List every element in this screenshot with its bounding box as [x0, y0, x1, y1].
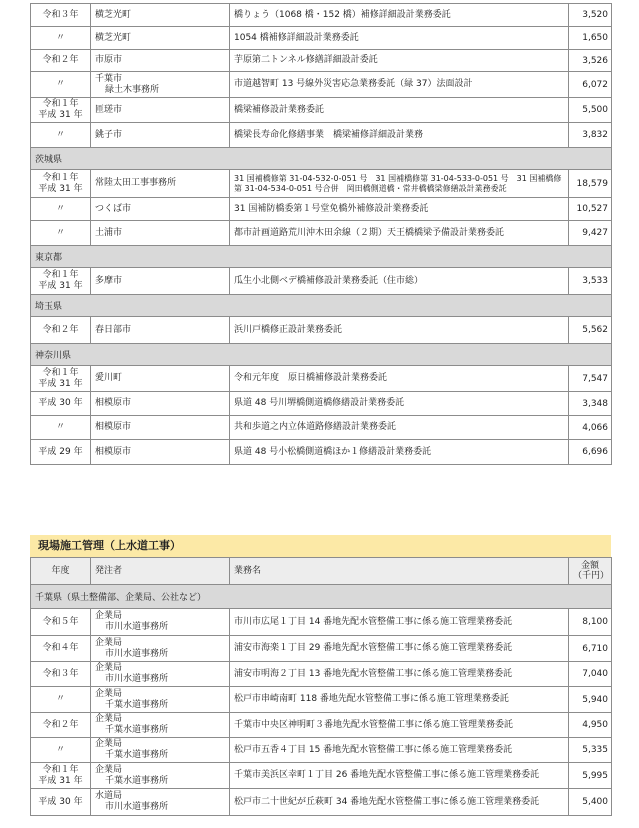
project-name-text: 浦安市海楽１丁目 29 番地先配水管整備工事に係る施工管理業務委託	[234, 643, 513, 653]
client	[91, 636, 230, 662]
header-name: 業務名	[230, 558, 569, 585]
header-amount-label: 金額	[580, 561, 599, 571]
client	[91, 713, 230, 738]
client-name: 土浦市	[95, 227, 123, 238]
client-name: 企業局	[95, 611, 123, 621]
project-name-text: 千葉市中央区神明町３番地先配水管整備工事に係る施工管理業務委託	[234, 719, 514, 730]
project-name-text: 橋梁長寿命化修繕事業 橋梁補修詳細設計業務	[234, 129, 424, 140]
client-office: 市川水道事務所	[105, 622, 169, 632]
client	[91, 4, 230, 27]
client	[91, 440, 230, 465]
project-name	[230, 221, 569, 246]
fiscal-year-text: 〃	[55, 203, 65, 214]
client-office: 緑土木事務所	[105, 84, 160, 95]
project-name-text: 1054 橋補修詳細設計業務委託	[234, 32, 359, 43]
project-name-cont: 第 31-04-534-0-051 号合併 岡田橋側道橋・常井橋橋梁修繕設計業務委託	[234, 183, 507, 193]
prefecture-label: 茨城県	[31, 148, 612, 170]
client-office: 千葉水道事務所	[105, 699, 169, 710]
client	[91, 416, 230, 440]
client	[91, 170, 230, 198]
project-name	[230, 416, 569, 440]
project-name	[230, 636, 569, 662]
table-row	[31, 636, 612, 662]
amount: 8,100	[569, 609, 612, 636]
project-name	[230, 317, 569, 344]
client-name: 多摩市	[95, 275, 123, 286]
amount: 7,040	[569, 662, 612, 687]
fiscal-year-text: 平成 30 年	[38, 398, 83, 408]
amount: 6,710	[569, 636, 612, 662]
client-name: 企業局	[95, 714, 123, 724]
client	[91, 221, 230, 246]
client-name: 春日部市	[95, 324, 132, 335]
client-name: 相模原市	[95, 422, 132, 432]
fiscal-year-text: 令和１年	[42, 367, 79, 378]
fiscal-year-text: 令和２年	[42, 55, 79, 65]
fiscal-year	[31, 763, 91, 789]
client	[91, 27, 230, 50]
client	[91, 763, 230, 789]
client	[91, 123, 230, 148]
amount: 4,950	[569, 713, 612, 738]
project-name	[230, 170, 569, 198]
project-name	[230, 27, 569, 50]
table-row	[31, 27, 612, 50]
client-name: 匝瑳市	[95, 104, 123, 115]
prefecture-label: 神奈川県	[31, 344, 612, 366]
fiscal-year	[31, 440, 91, 465]
project-name	[230, 366, 569, 392]
table-row	[31, 123, 612, 148]
table-row	[31, 763, 612, 789]
fiscal-year-alt: 平成 31 年	[38, 183, 83, 194]
client-office: 市川水道事務所	[105, 648, 169, 659]
client-office: 千葉水道事務所	[105, 750, 169, 760]
table-row	[31, 416, 612, 440]
client-name: 愛川町	[95, 373, 123, 383]
table-row	[31, 738, 612, 763]
project-name	[230, 609, 569, 636]
project-name-text: 県道 48 号川堺橋側道橋修繕設計業務委託	[234, 398, 405, 408]
fiscal-year-text: 令和５年	[42, 616, 79, 627]
project-name-text: 県道 48 号小松橋側道橋ほか１修繕設計業務委託	[234, 446, 432, 457]
amount: 10,527	[569, 198, 612, 221]
project-name	[230, 763, 569, 789]
fiscal-year-text: 〃	[55, 422, 65, 432]
bridge-design-table	[30, 3, 612, 465]
header-amount-unit: （千円）	[573, 571, 610, 581]
fiscal-year	[31, 687, 91, 713]
fiscal-year-text: 令和１年	[42, 270, 79, 280]
fiscal-year-text: 令和４年	[42, 643, 79, 653]
client	[91, 50, 230, 72]
amount: 5,335	[569, 738, 612, 763]
project-name	[230, 98, 569, 123]
fiscal-year	[31, 738, 91, 763]
fiscal-year	[31, 366, 91, 392]
amount: 3,832	[569, 123, 612, 148]
amount: 5,562	[569, 317, 612, 344]
section-title: 現場施工管理（上水道工事）	[30, 535, 611, 557]
client-name: 企業局	[95, 764, 123, 775]
fiscal-year	[31, 221, 91, 246]
fiscal-year-alt: 平成 31 年	[38, 281, 83, 291]
client	[91, 687, 230, 713]
table-row	[31, 366, 612, 392]
table-row	[31, 789, 612, 816]
amount: 9,427	[569, 221, 612, 246]
project-name-text: 松戸市五香４丁目 15 番地先配水管整備工事に係る施工管理業務委託	[234, 744, 513, 755]
project-name-text: 橋梁補修設計業務委託	[234, 104, 325, 115]
fiscal-year	[31, 268, 91, 295]
client	[91, 268, 230, 295]
table-row	[31, 72, 612, 98]
client-name: 企業局	[95, 688, 123, 699]
fiscal-year-text: 〃	[55, 32, 65, 43]
prefecture-row	[31, 148, 612, 170]
project-name-text: 市川市広尾１丁目 14 番地先配水管整備工事に係る施工管理業務委託	[234, 616, 513, 627]
project-name	[230, 268, 569, 295]
project-name-text: 千葉市美浜区幸町１丁目 26 番地先配水管整備工事に係る施工管理業務委託	[234, 770, 540, 780]
fiscal-year	[31, 72, 91, 98]
fiscal-year-alt: 平成 31 年	[38, 110, 83, 120]
fiscal-year	[31, 27, 91, 50]
table-row	[31, 609, 612, 636]
table-row	[31, 221, 612, 246]
amount: 7,547	[569, 366, 612, 392]
client	[91, 789, 230, 816]
client-name: 市原市	[95, 55, 123, 65]
fiscal-year-text: 平成 29 年	[38, 446, 83, 457]
project-name	[230, 440, 569, 465]
amount: 5,940	[569, 687, 612, 713]
client-name: 水道局	[95, 791, 123, 801]
client-name: 横芝光町	[95, 32, 132, 43]
fiscal-year-text: 令和３年	[42, 9, 79, 20]
client-name: 常陸太田工事事務所	[95, 178, 177, 188]
project-name	[230, 662, 569, 687]
table-row	[31, 687, 612, 713]
project-name-text: 都市計画道路荒川沖木田余線（２期）天王橋橋梁予備設計業務委託	[234, 227, 505, 238]
prefecture-label: 埼玉県	[31, 295, 612, 317]
client	[91, 366, 230, 392]
table-row	[31, 198, 612, 221]
table-row	[31, 170, 612, 198]
client-name: 千葉市	[95, 73, 123, 84]
amount: 4,066	[569, 416, 612, 440]
project-name	[230, 198, 569, 221]
project-name-text: 令和元年度 原日橋補修設計業務委託	[234, 373, 388, 383]
amount: 5,500	[569, 98, 612, 123]
table-row	[31, 713, 612, 738]
fiscal-year-text: 令和３年	[42, 668, 79, 679]
fiscal-year-text: 〃	[55, 79, 65, 89]
fiscal-year	[31, 662, 91, 687]
fiscal-year-text: 〃	[55, 694, 65, 704]
table-row	[31, 50, 612, 72]
amount: 5,400	[569, 789, 612, 816]
client-name: 横芝光町	[95, 9, 132, 20]
fiscal-year	[31, 50, 91, 72]
prefecture-label: 東京都	[31, 246, 612, 268]
table-row	[31, 98, 612, 123]
fiscal-year	[31, 98, 91, 123]
client-name: つくば市	[95, 203, 132, 214]
project-name	[230, 50, 569, 72]
amount: 3,520	[569, 4, 612, 27]
project-name-text: 31 国補防橋委第１号堂免橋外補修設計業務委託	[234, 203, 429, 214]
fiscal-year	[31, 4, 91, 27]
project-name-text: 31 国補橋修第 31-04-532-0-051 号 31 国補橋修第 31-04-533-0-051 号 31 国補橋修	[234, 173, 562, 183]
fiscal-year	[31, 789, 91, 816]
project-name	[230, 392, 569, 416]
project-name-text: 芋原第二トンネル修繕詳細設計委託	[234, 55, 378, 65]
project-name	[230, 4, 569, 27]
fiscal-year-text: 〃	[55, 227, 65, 238]
header-amount	[569, 558, 612, 585]
client	[91, 72, 230, 98]
prefecture-row	[31, 246, 612, 268]
project-name-text: 浜川戸橋修正設計業務委託	[234, 324, 343, 335]
table-row	[31, 317, 612, 344]
prefecture-row	[31, 295, 612, 317]
fiscal-year-text: 〃	[55, 744, 65, 755]
client-name: 企業局	[95, 637, 123, 648]
water-construction-table	[30, 557, 612, 816]
amount: 6,696	[569, 440, 612, 465]
header-client: 発注者	[91, 558, 230, 585]
fiscal-year-text: 令和２年	[42, 324, 79, 335]
project-name-text: 市道越智町 13 号線外災害応急業務委託（緑 37）法面設計	[234, 79, 473, 89]
project-name	[230, 72, 569, 98]
client-name: 企業局	[95, 739, 123, 749]
fiscal-year	[31, 170, 91, 198]
table-row	[31, 662, 612, 687]
client-name: 企業局	[95, 663, 123, 673]
client-name: 相模原市	[95, 398, 132, 408]
amount: 6,072	[569, 72, 612, 98]
project-name	[230, 713, 569, 738]
table-header-row	[31, 558, 612, 585]
fiscal-year	[31, 198, 91, 221]
header-year: 年度	[31, 558, 91, 585]
project-name-text: 浦安市明海２丁目 13 番地先配水管整備工事に係る施工管理業務委託	[234, 668, 513, 679]
project-name	[230, 789, 569, 816]
project-name	[230, 687, 569, 713]
client	[91, 317, 230, 344]
project-name-text: 瓜生小北側ベデ橋補修設計業務委託（住市総）	[234, 275, 424, 286]
amount: 3,526	[569, 50, 612, 72]
fiscal-year	[31, 317, 91, 344]
table-row	[31, 440, 612, 465]
project-name	[230, 123, 569, 148]
project-name-text: 橋りょう（1068 橋・152 橋）補修詳細設計業務委託	[234, 9, 451, 20]
client	[91, 392, 230, 416]
fiscal-year-text: 令和２年	[42, 719, 79, 730]
prefecture-row	[31, 344, 612, 366]
fiscal-year-text: 〃	[55, 129, 65, 140]
fiscal-year-text: 令和１年	[42, 172, 79, 183]
client-office: 千葉水道事務所	[105, 775, 169, 786]
fiscal-year-alt: 平成 31 年	[38, 775, 83, 786]
client-office: 市川水道事務所	[105, 674, 169, 684]
client-office: 市川水道事務所	[105, 802, 169, 812]
amount: 5,995	[569, 763, 612, 789]
fiscal-year	[31, 609, 91, 636]
fiscal-year	[31, 123, 91, 148]
client	[91, 198, 230, 221]
project-name-text: 松戸市二十世紀が丘萩町 34 番地先配水管整備工事に係る施工管理業務委託	[234, 796, 540, 807]
fiscal-year	[31, 636, 91, 662]
client	[91, 738, 230, 763]
amount: 18,579	[569, 170, 612, 198]
fiscal-year	[31, 392, 91, 416]
client	[91, 98, 230, 123]
prefecture-row	[31, 585, 612, 609]
amount: 1,650	[569, 27, 612, 50]
amount: 3,348	[569, 392, 612, 416]
table-row	[31, 4, 612, 27]
fiscal-year-text: 令和１年	[42, 764, 79, 775]
fiscal-year-text: 平成 30 年	[38, 796, 83, 807]
fiscal-year	[31, 416, 91, 440]
client	[91, 662, 230, 687]
fiscal-year-text: 令和１年	[42, 99, 79, 109]
project-name-text: 松戸市串崎南町 118 番地先配水管整備工事に係る施工管理業務委託	[234, 694, 509, 704]
table-row	[31, 392, 612, 416]
amount: 3,533	[569, 268, 612, 295]
table-row	[31, 268, 612, 295]
prefecture-label: 千葉県（県土整備部、企業局、公社など）	[31, 585, 612, 609]
client	[91, 609, 230, 636]
project-name-text: 共和歩道之内立体道路修繕設計業務委託	[234, 422, 397, 432]
client-name: 相模原市	[95, 446, 132, 457]
client-name: 銚子市	[95, 129, 123, 140]
client-office: 千葉水道事務所	[105, 725, 169, 735]
fiscal-year-alt: 平成 31 年	[38, 378, 83, 389]
project-name	[230, 738, 569, 763]
fiscal-year	[31, 713, 91, 738]
